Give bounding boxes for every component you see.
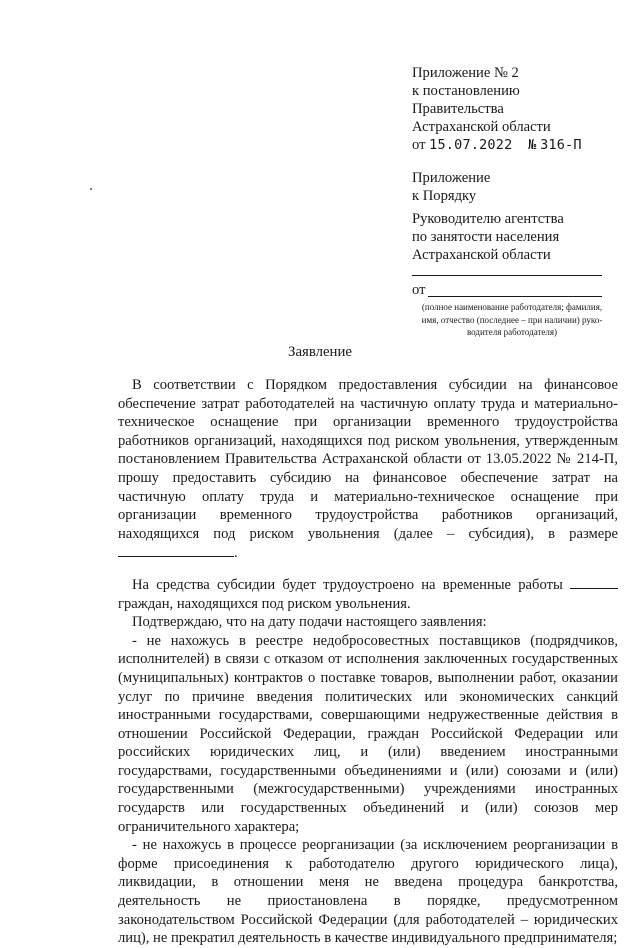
number-sign: №: [528, 137, 537, 153]
appendix-date-number: [412, 136, 622, 154]
addressee-line-3: Астраханской области: [412, 247, 551, 263]
to-order-label: к Порядку: [412, 188, 477, 204]
resolution-date: 15.07.2022: [429, 137, 513, 153]
paragraph-confirmation: Подтверждаю, что на дату подачи настоящего заявления:: [132, 614, 487, 631]
subsidy-request-end: .: [234, 545, 238, 562]
caption-line-2: имя, отчество (последнее – при наличии) руко-: [421, 314, 603, 325]
appendix-to-order: [412, 169, 622, 205]
addressee-line-1: Руководителю агентства: [412, 211, 564, 227]
appendix-header: [412, 64, 622, 154]
addressee-line-2: по занятости населения: [412, 229, 560, 245]
appendix-government: Правительства: [412, 101, 504, 117]
appendix-to-resolution: к постановлению: [412, 83, 520, 99]
document-title: Заявление: [288, 344, 352, 360]
paragraph-registry: - не нахожусь в реестре недобросовестных поставщиков (подрядчиков, исполнителей) в связи с отказом от исполнения заключенных государственных (муниципальных) контрактов о поставке товаров, выполнении работ, оказании услуг по причине введения политических или экономических санкций иностранными государствами, совершающими недружественные действия в отношении Российской Федерации, граждан Российской Федерации или российских юридических лиц, и (или) введением иностранными государствами, государственными объединениями и (или) союзами и (или) государственными (межгосударственными) учреждениями иностранных государств или государственных объединений и (или) союзов мер ограничительного характера;: [118, 632, 618, 835]
date-prefix: от: [412, 137, 426, 153]
subsidy-amount-blank: [118, 543, 234, 557]
caption-line-3: водителя работодателя): [466, 327, 558, 338]
from-underline: [428, 296, 602, 297]
employment-end: граждан, находящихся под риском увольнения.: [118, 595, 411, 612]
paragraph-employment: [118, 575, 618, 613]
resolution-number: 316-П: [540, 137, 582, 153]
paragraph-reorganization: - не нахожусь в процессе реорганизации (за исключением реорганизации в форме присоединения к работодателю другого юридического лица), ликвидации, в отношении меня не введена процедура банкротства, деятельность не приостановлена в порядке, предусмотренном законодательством Российской Федерации (для работодателей – юридических лиц), не прекратил деятельность в качестве индивидуального предпринимателя;: [118, 837, 618, 947]
paragraph-subsidy-request: [118, 376, 618, 563]
from-caption: [402, 301, 622, 339]
blank-line-top: [412, 275, 602, 276]
document-body: [118, 376, 618, 948]
from-field: [412, 281, 602, 299]
addressee-block: [412, 210, 622, 264]
citizens-count-blank: [570, 575, 618, 589]
subsidy-request-text: В соответствии с Порядком предоставления субсидии на финансовое обеспечение затрат работодателей на частичную оплату труда и материально-техническое оснащение при организации временного трудоустройства работников организаций, находящихся под риском увольнения, утвержденным постановлением Правительства Астраханской области от 13.05.2022 № 214-П, прошу предоставить субсидию на финансовое обеспечение затрат на частичную оплату труда и материально-техническое оснащение при организации временного трудоустройства работников организаций, находящихся под риском увольнения (далее – субсидия), в размере: [118, 377, 618, 542]
scan-speck: [90, 188, 92, 190]
appendix-region: Астраханской области: [412, 119, 551, 135]
caption-line-1: (полное наименование работодателя; фамилия,: [421, 302, 603, 312]
appendix-number: Приложение № 2: [412, 65, 519, 81]
from-label: от: [412, 282, 426, 298]
employment-text: На средства субсидии будет трудоустроено на временные работы: [132, 576, 563, 593]
appendix-label: Приложение: [412, 170, 491, 186]
